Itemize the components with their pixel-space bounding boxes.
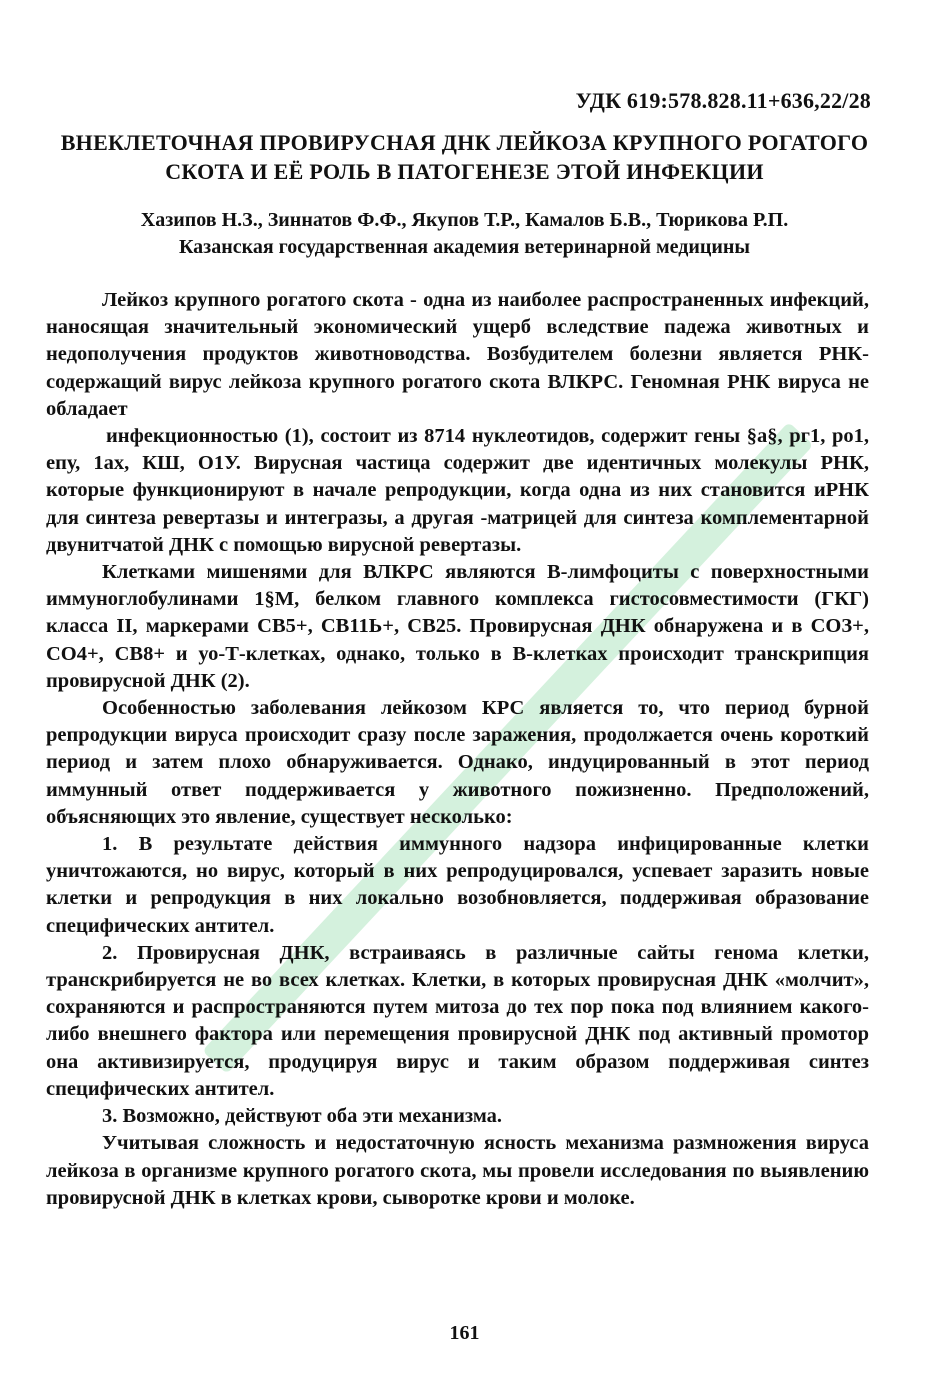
article-body xyxy=(46,287,869,1212)
page-number: 161 xyxy=(449,1322,480,1344)
article-title: ВНЕКЛЕТОЧНАЯ ПРОВИРУСНАЯ ДНК ЛЕЙКОЗА КРУПНОГО РОГАТОГО СКОТА И ЕЁ РОЛЬ В ПАТОГЕНЕЗЕ ЭТОЙ ИНФЕКЦИИ xyxy=(60,130,869,184)
udk-code: УДК 619:578.828.11+636,22/28 xyxy=(575,88,871,113)
article-authors: Хазипов Н.З., Зиннатов Ф.Ф., Якупов Т.Р., Камалов Б.В., Тюрикова Р.П. xyxy=(140,209,789,231)
list-item-1: 1. В результате действия иммунного надзора инфицированные клетки уничтожаются, но вирус, который в них репродуцировался, успевает заразить новые клетки и репродукция в них локально возобновляется, поддерживая образование специфических антител. xyxy=(46,833,869,937)
paragraph-1: Лейкоз крупного рогатого скота - одна из наиболее распространенных инфекций, наносящая значительный экономический ущерб вследствие падежа животных и недополучения продуктов животноводства. Возбудителем болезни является РНК-содержащий вирус лейкоза крупного рогатого скота ВЛКРС. Геномная РНК вируса не обладает xyxy=(46,289,869,420)
list-item-2: 2. Провирусная ДНК, встраиваясь в различные сайты генома клетки, транскрибируется не во всех клетках. Клетки, в которых провирусная ДНК «молчит», сохраняются и распространяются путем митоза до тех пор пока под влиянием какого-либо внешнего фактора или перемещения провирусной ДНК под активный промотор она активизируется, продуцируя вирус и таким образом поддерживая синтез специфических антител. xyxy=(46,941,869,1100)
paragraph-3: Клетками мишенями для ВЛКРС являются В-лимфоциты с поверхностными иммуноглобулинами 1§М, белком главного комплекса гистосовместимости (ГКГ) класса II, маркерами СВ5+, СВ11Ь+, СВ25. Провирусная ДНК обнаружена и в СОЗ+, СО4+, СВ8+ и уо-Т-клетках, однако, только в В-клетках происходит транскрипция провирусной ДНК (2). xyxy=(46,561,869,692)
paragraph-conclusion: Учитывая сложность и недостаточную ясность механизма размножения вируса лейкоза в организме крупного рогатого скота, мы провели исследования по выявлению провирусной ДНК в клетках крови, сыворотке крови и молоке. xyxy=(46,1132,869,1209)
list-item-3: 3. Возможно, действуют оба эти механизма. xyxy=(102,1105,503,1128)
paragraph-2: инфекционностью (1), состоит из 8714 нуклеотидов, содержит гены §а§, рг1, ро1, епу, 1ах, КШ, О1У. Вирусная частица содержит две идентичных молекулы РНК, которые функционируют в начале репродукции, когда одна из них становится иРНК для синтеза ревертазы и интегразы, а другая -матрицей для синтеза комплементарной двунитчатой ДНК с помощью вирусной ревертазы. xyxy=(46,425,869,556)
paragraph-4: Особенностью заболевания лейкозом КРС является то, что период бурной репродукции вируса происходит сразу после заражения, продолжается очень короткий период и затем плохо обнаруживается. Однако, индуцированный в этот период иммунный ответ поддерживается у животного пожизненно. Предположений, объясняющих это явление, существует несколько: xyxy=(46,697,869,828)
article-affiliation: Казанская государственная академия ветеринарной медицины xyxy=(178,236,751,258)
